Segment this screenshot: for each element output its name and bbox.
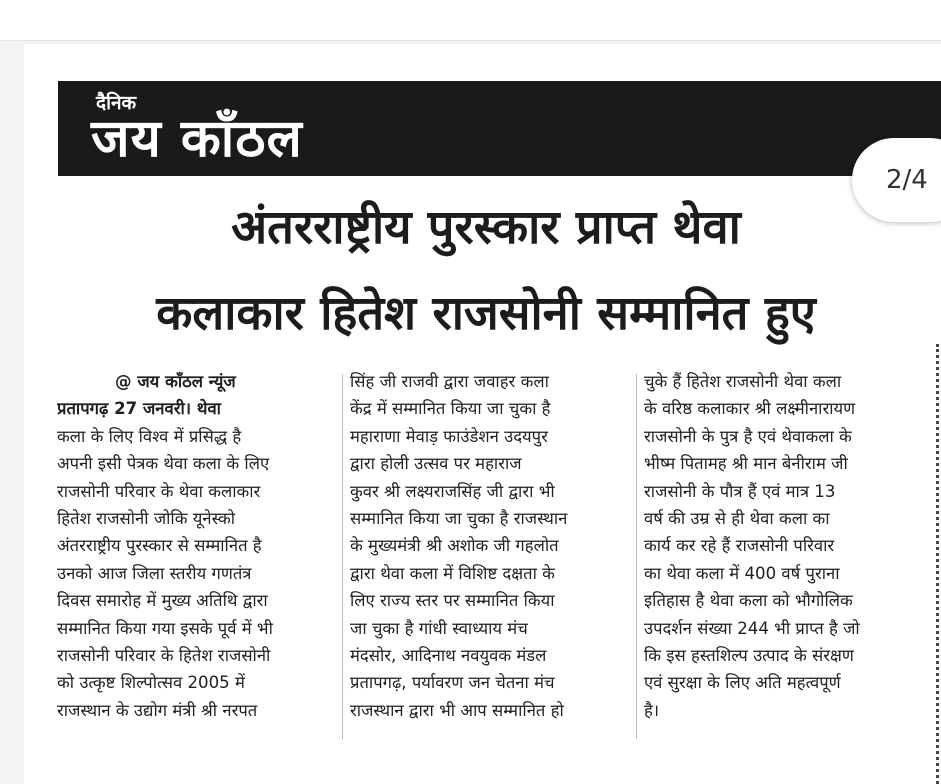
column-line: सम्मानित किया जा चुका है राजस्थान [350,509,568,529]
column-line: के वरिष्ठ कलाकार श्री लक्ष्मीनारायण [644,399,856,419]
masthead-title: जय काँठल [91,109,303,169]
headline-line-1: अंतरराष्ट्रीय पुरस्कार प्राप्त थेवा [231,200,741,255]
column-line: इतिहास है थेवा कला को भौगोलिक [644,591,853,611]
column-line: केंद्र में सम्मानित किया जा चुका है [350,399,551,419]
column-divider [342,374,343,739]
column-line: राजसोनी के पुत्र है एवं थेवाकला के [644,426,852,446]
article-column-1 [57,368,337,724]
column-line: कार्य कर रहे हैं राजसोनी परिवार [644,536,835,556]
column-line: राजसोनी परिवार के थेवा कलाकार [57,481,261,501]
byline: @ जय काँठल न्यूंज [115,372,236,391]
newspaper-masthead [58,81,941,176]
column-line: कुवर श्री लक्ष्यराजसिंह जी द्वारा भी [350,481,555,501]
column-line: सिंह जी राजवी द्वारा जवाहर कला [350,372,549,391]
column-line: द्वारा थेवा कला में विशिष्ट दक्षता के [350,563,555,583]
column-line: दिवस समारोह में मुख्य अतिथि द्वारा [57,591,268,611]
column-line: भीष्म पितामह श्री मान बेनीराम जी [644,454,848,474]
masthead-small-title: दैनिक [96,92,137,114]
column-line: प्रतापगढ़, पर्यावरण जन चेतना मंच [350,673,555,693]
viewer-top-bar [0,0,941,41]
column-line: का थेवा कला में 400 वर्ष पुराना [644,563,840,583]
column-line: लिए राज्य स्तर पर सम्मानित किया [350,591,555,611]
column-line: चुके हैं हितेश राजसोनी थेवा कला [644,372,842,391]
column-line: द्वारा होली उत्सव पर महाराज [350,454,522,474]
column-line: राजसोनी परिवार के हितेश राजसोनी [57,646,271,666]
column-line: सम्मानित किया गया इसके पूर्व में भी [57,618,273,638]
column-line: जा चुका है गांधी स्वाध्याय मंच [350,618,528,638]
article-column-2 [350,368,630,724]
column-line: राजस्थान के उद्योग मंत्री श्री नरपत [57,700,258,720]
newspaper-clipping [24,44,941,784]
column-line: कि इस हस्तशिल्प उत्पाद के संरक्षण [644,646,854,666]
column-line: वर्ष की उम्र से ही थेवा कला का [644,509,830,529]
column-line: अपनी इसी पेत्रक थेवा कला के लिए [57,454,270,474]
column-line: कला के लिए विश्व में प्रसिद्ध है [57,426,242,446]
headline-line-2: कलाकार हितेश राजसोनी सम्मानित हुए [156,286,816,341]
column-line: एवं सुरक्षा के लिए अति महत्वपूर्ण [644,673,841,693]
column-line: हितेश राजसोनी जोकि यूनेस्को [57,509,236,529]
column-line: महाराणा मेवाड़ फाउंडेशन उदयपुर [350,426,548,446]
column-line: के मुख्यमंत्री श्री अशोक जी गहलोत [350,536,559,556]
column-line: राजस्थान द्वारा भी आप सम्मानित हो [350,700,564,720]
dateline: प्रतापगढ़ 27 जनवरी। थेवा [57,399,221,419]
column-line: राजसोनी के पौत्र हैं एवं मात्र 13 [644,481,836,501]
column-line: मंदसोर, आदिनाथ नवयुवक मंडल [350,646,547,666]
column-line: को उत्कृष्ट शिल्पोत्सव 2005 में [57,673,245,693]
page-indicator[interactable]: 2/4 [852,138,941,222]
column-divider [636,374,637,739]
article-column-3 [644,368,924,724]
column-line: है। [644,700,660,720]
column-line: उनको आज जिला स्तरीय गणतंत्र [57,563,252,583]
column-line: अंतरराष्ट्रीय पुरस्कार से सम्मानित है [57,536,262,556]
adjacent-article-edge [936,344,941,784]
column-line: उपदर्शन संख्या 244 भी प्राप्त है जो [644,618,860,638]
